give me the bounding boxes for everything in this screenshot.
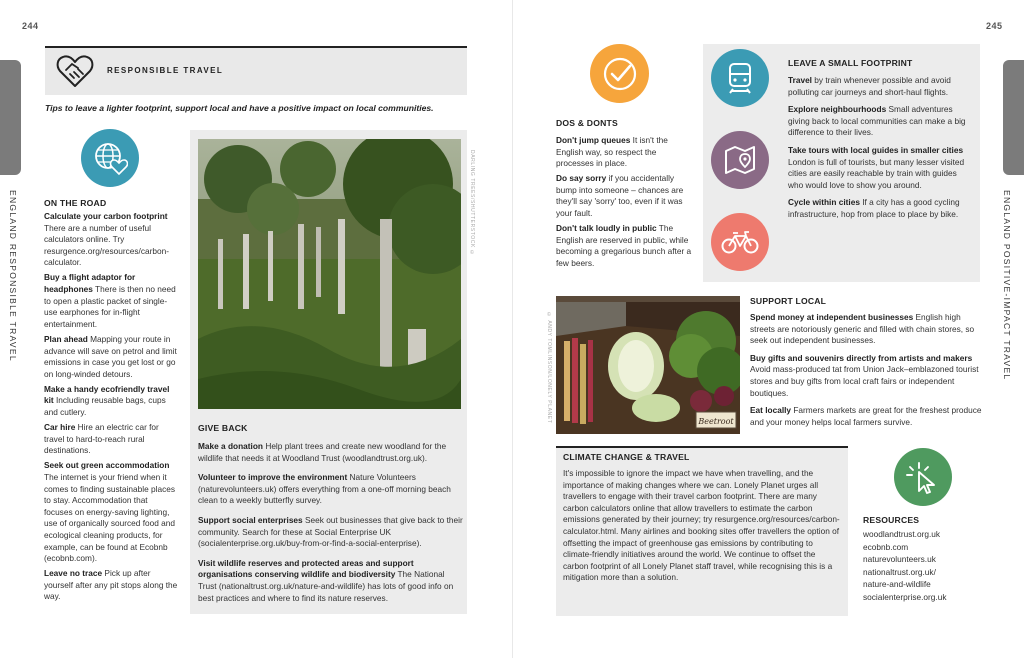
list-item: Make a donation Help plant trees and create new woodland for the wildlife that needs it at Woodland Trust (woodlandtrust.org.uk).: [198, 441, 447, 463]
list-item: Car hire Hire an electric car for travel to hard-to-reach rural destinations.: [44, 422, 159, 456]
small-footprint-list: [788, 75, 974, 224]
list-item: Buy gifts and souvenirs directly from artists and makers Avoid mass-produced tat from Union Jack–emblazoned tourist stores and buy gifts from local craft fairs or independent boutiques.: [750, 352, 979, 398]
list-item: Don't talk loudly in public The English are reserved in public, while becoming a gregarious bunch after a few beers.: [556, 223, 692, 268]
spine-text-right: ENGLAND POSITIVE-IMPACT TRAVEL: [1002, 190, 1012, 381]
spine-text-left: ENGLAND RESPONSIBLE TRAVEL: [8, 190, 18, 362]
list-item: Make a handy ecofriendly travel kit Including reusable bags, cups and cutlery.: [44, 383, 170, 417]
dos-donts-heading: DOS & DONTS: [556, 118, 618, 128]
handshake-icon: [55, 52, 95, 90]
resource-link: nature-and-wildlife: [863, 579, 931, 590]
page-number-left: 244: [22, 21, 39, 31]
list-item: Don't jump queues It isn't the English way, so respect the processes in place.: [556, 135, 668, 169]
page-number-right: 245: [986, 21, 1003, 31]
support-local-list: [750, 312, 982, 432]
side-tab-left: [0, 60, 21, 175]
train-icon: [711, 49, 769, 107]
photo-credit-trees: DARLING TREES/SHUTTERSTOCK ©: [469, 150, 475, 257]
support-local-heading: SUPPORT LOCAL: [750, 296, 827, 306]
give-back-list: [198, 441, 463, 608]
list-item: Eat locally Farmers markets are great for the freshest produce and your money helps local farmers survive.: [750, 405, 982, 427]
list-item: Cycle within cities If a city has a good cycling infrastructure, hop from place to place by bike.: [788, 197, 960, 219]
resource-link: nationaltrust.org.uk/: [863, 566, 936, 577]
small-footprint-heading: LEAVE A SMALL FOOTPRINT: [788, 58, 913, 68]
globe-heart-icon: [81, 129, 139, 187]
page-gutter: [512, 0, 513, 658]
section-title: RESPONSIBLE TRAVEL: [107, 66, 224, 75]
list-item: Spend money at independent businesses English high streets are notoriously generic and filled with chain stores, so seek out independent businesses.: [750, 312, 975, 346]
list-item: Leave no trace Pick up after yourself after any pit stops along the way.: [44, 568, 178, 602]
on-the-road-heading: ON THE ROAD: [44, 198, 107, 208]
list-item: Take tours with local guides in smaller cities London is full of tourists, but many lesser visited cities are easily reachable by train with guides who would love to show you around.: [788, 144, 965, 190]
climate-text: It's impossible to ignore the impact we have when travelling, and the importance of making changes where we can. Lonely Planet urges all travellers to engage with their travel carbon footprint. There are many carbon calculators online that allow travellers to estimate the carbon emissions generated by their journey; try resurgence.org/resources/carbon-calculator.html. Many airlines and booking sites offer travellers the option of offsetting the impact of greenhouse gas emissions by contributing to climate-friendly initiatives around the world. We continue to offset the carbon footprint of all Lonely Planet staff travel, while recognising this is a mitigation more than a solution.: [563, 468, 840, 583]
list-item: Travel by train whenever possible and avoid polluting car journeys and short-haul flights.: [788, 75, 951, 97]
photo-credit-market: © ANDY TOMLINSON/LONELY PLANET: [546, 312, 552, 424]
resources-heading: RESOURCES: [863, 515, 920, 525]
list-item: Explore neighbourhoods Small adventures giving back to local communities can make a big difference to their lives.: [788, 104, 966, 138]
cursor-click-icon: [894, 448, 952, 506]
market-sign-text: Beetroot: [698, 417, 734, 426]
climate-heading: CLIMATE CHANGE & TRAVEL: [563, 452, 690, 462]
list-item: Visit wildlife reserves and protected areas and support organisations conserving wildlife and biodiversity The National Trust (nationaltrust.org.uk/nature-and-wildlife) has lots of good info on best practices and where to find its nature reserves.: [198, 557, 454, 603]
bicycle-icon: [711, 213, 769, 271]
list-item: Seek out green accommodation The internet is your friend when it comes to finding sustainable places to stay. Accommodation that focuses on energy-saving lighting, use of organically sourced food and ecological cleaning products, for example, can be found at Ecobnb (ecobnb.com).: [44, 460, 175, 564]
check-circle-icon: [590, 44, 649, 103]
dos-donts-list: [556, 135, 694, 273]
side-tab-right: [1003, 60, 1024, 175]
list-item: Do say sorry if you accidentally bump into someone – chances are they'll say 'sorry' too, even if it was your fault.: [556, 173, 684, 219]
resource-link: woodlandtrust.org.uk: [863, 529, 941, 539]
list-item: Calculate your carbon footprint There are a number of useful calculators online. Try resurgence.org/resources/carbon-calculator.: [44, 211, 169, 268]
resource-link: naturevolunteers.uk: [863, 554, 936, 565]
tree-saplings-photo: [198, 139, 461, 409]
list-item: Plan ahead Mapping your route in advance will save on petrol and limit emissions in case you get lost or go on long-winded detours.: [44, 333, 177, 379]
map-pin-icon: [711, 131, 769, 189]
resource-link: ecobnb.com: [863, 541, 909, 552]
intro-text: Tips to leave a lighter footprint, support local and have a positive impact on local communities.: [45, 103, 434, 113]
give-back-heading: GIVE BACK: [198, 423, 248, 433]
list-item: Buy a flight adaptor for headphones There is then no need to open a plastic packet of single-use earphones for in-flight entertainment.: [44, 272, 176, 329]
resource-link: socialenterprise.org.uk: [863, 591, 947, 602]
resources-list: [863, 528, 983, 604]
list-item: Support social enterprises Seek out businesses that give back to their community. Search for these at Social Enterprise UK (socialenterprise.org.uk/buy-from-or-find-a-social-enterprise).: [198, 514, 463, 549]
vegetable-market-photo: [556, 296, 740, 434]
section-header: [45, 46, 467, 95]
list-item: Volunteer to improve the environment Nature Volunteers (naturevolunteers.uk) offers everything from a one-off morning beach clean to a weekly butterfly survey.: [198, 472, 451, 506]
on-the-road-list: [44, 211, 178, 607]
